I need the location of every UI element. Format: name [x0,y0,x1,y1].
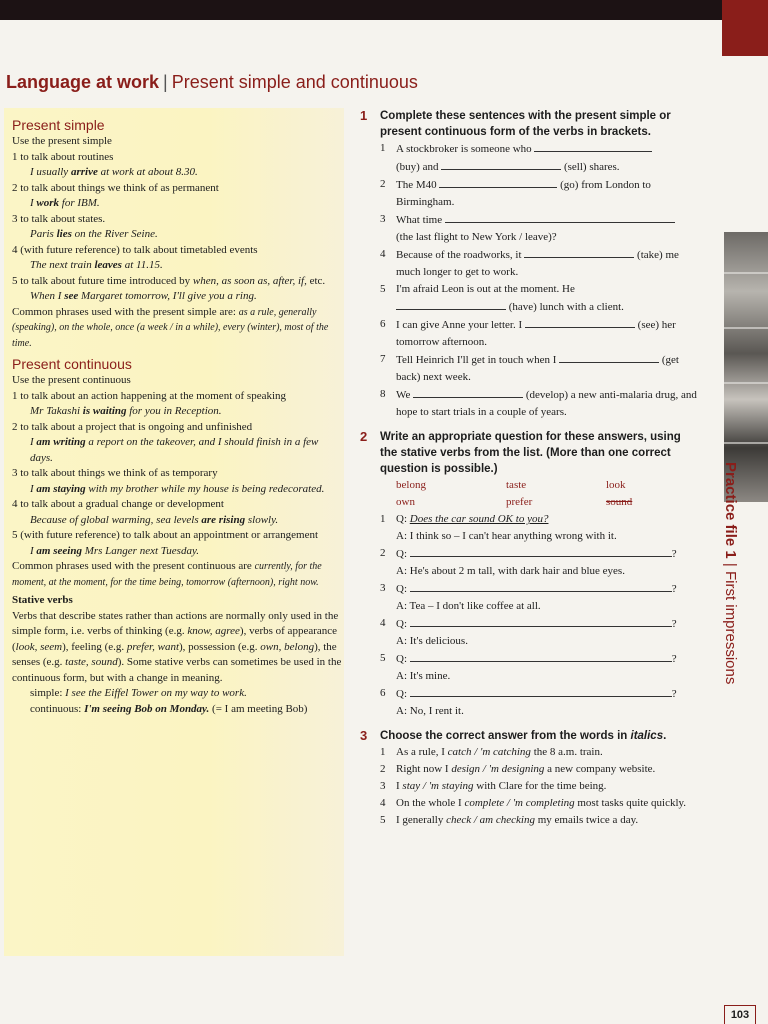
answer-blank[interactable] [410,545,672,557]
exercise-number: 2 [360,429,368,444]
corner-tab [722,0,768,56]
rule-item: 5 to talk about future time introduced by when, as soon as, after, if, etc. [12,274,326,287]
word-list [360,477,700,511]
rule-item: 4 to talk about a gradual change or development [12,498,224,510]
answer-blank[interactable] [524,246,634,258]
exercise-item: 2 The M40 (go) from London to Birmingham. [380,178,651,208]
exercise-number: 1 [360,108,368,123]
answer-blank[interactable] [410,650,672,662]
answer-blank[interactable] [413,386,523,398]
answer-blank[interactable] [410,685,672,697]
exercise-2-heading: 2 Write an appropriate question for these answers, using the stative verbs from the list. (More than one correct question is possible.) [360,429,681,475]
question-item: 3 Q: ? A: Tea – I don't like coffee at all. [380,582,677,612]
exercise-3-heading: 3 Choose the correct answer from the words in italics. [360,728,667,743]
question-item: 5 Q: ? A: It's mine. [380,652,677,682]
exercise-number: 3 [360,728,368,743]
common-phrases: Common phrases used with the present simple are: as a rule, generally (speaking), on the whole, once (a week / in a while), every (winter), most of the time. [12,305,329,349]
exercise-item: 3 What time (the last flight to New York / leave)? [360,211,700,246]
page-title [6,72,418,93]
exercise-item: 1 A stockbroker is someone who (buy) and (sell) shares. [360,140,700,176]
exercise-item: 5 I'm afraid Leon is out at the moment. He (have) lunch with a client. [380,283,624,313]
word-option: prefer [506,496,533,508]
example-answer: Does the car sound OK to you? [409,513,549,525]
example: The next train leaves at 11.15. [30,259,163,271]
page-number: 103 [724,1005,756,1024]
example: Mr Takashi is waiting for you in Reception. [30,405,222,417]
word-option-used: sound [606,496,633,508]
rule-item: 1 to talk about routines [12,150,114,163]
question-item: 4 Q: ? A: It's delicious. [380,617,677,647]
answer-blank[interactable] [559,351,659,363]
answer-choice[interactable]: design / 'm designing [451,763,545,775]
answer-blank[interactable] [441,158,561,170]
word-option: look [606,479,626,491]
word-option: own [396,496,415,508]
answer-blank[interactable] [439,176,557,188]
answer-choice[interactable]: complete / 'm completing [464,797,575,809]
answer-choice[interactable]: check / am checking [446,814,535,826]
rule-item: 1 to talk about an action happening at the moment of speaking [12,389,287,402]
answer-blank[interactable] [525,316,635,328]
example: simple: I see the Eiffel Tower on my way to work. [30,687,247,699]
example: I work for IBM. [30,197,100,209]
rule-item: 3 to talk about things we think of as temporary [12,467,218,479]
answer-choice[interactable]: catch / 'm catching [447,746,531,758]
topic-title: Present simple and continuous [171,72,418,92]
title-separator: | [163,72,168,92]
intro-text: Use the present simple [12,135,112,147]
rule-item: 2 to talk about things we think of as permanent [12,181,219,194]
example: Paris lies on the River Seine. [30,228,158,240]
common-phrases: Common phrases used with the present continuous are currently, for the moment, at the moment, for the time being, tomorrow (afternoon), right now. [12,560,322,588]
word-option: taste [506,479,527,491]
answer-blank[interactable] [396,298,506,310]
side-separator: | [722,562,739,567]
exercise-1-heading: 1 Complete these sentences with the present simple or present continuous form of the verbs in brackets. [360,108,671,138]
section-label: Language at work [6,72,160,92]
stative-verbs-text: Verbs that describe states rather than actions are normally only used in the simple form, i.e. verbs of thinking (e.g. know, agree), verbs of appearance (look, seem), feeling (e.g. prefer, want), possession (e.g. own, belong), the senses (e.g. taste, sound). Some stative verbs can sometimes be used in the continuous form, but with a change in meaning. [12,609,342,684]
answer-blank[interactable] [410,580,672,592]
question-item: 2 Q: ? A: He's about 2 m tall, with dark hair and blue eyes. [380,547,677,577]
example: When I see Margaret tomorrow, I'll give you a ring. [30,290,257,302]
rule-item: 3 to talk about states. [12,212,106,225]
exercise-item: 1 As a rule, I catch / 'm catching the 8 a.m. train. [380,746,603,758]
present-simple-heading: Present simple [12,117,105,133]
exercise-item: 6 I can give Anne your letter. I (see) her tomorrow afternoon. [380,318,676,348]
exercise-item: 7 Tell Heinrich I'll get in touch when I (get back) next week. [380,353,679,383]
example: I usually arrive at work at about 8.30. [30,166,198,178]
answer-choice[interactable]: stay / 'm staying [402,780,474,792]
exercise-item: 4 Because of the roadworks, it (take) me much longer to get to work. [380,248,679,278]
example: Because of global warming, sea levels are rising slowly. [30,513,279,526]
question-item: 6 Q: ? A: No, I rent it. [380,687,677,717]
intro-text: Use the present continuous [12,374,131,386]
exercises-column [360,108,700,829]
side-tab [724,462,754,752]
answer-blank[interactable] [445,211,675,223]
example: I am writing a report on the takeover, and I should finish in a few days. [30,436,319,464]
example: I am seeing Mrs Langer next Tuesday. [30,544,199,557]
question-item: 1 Q: Does the car sound OK to you? A: I think so – I can't hear anything wrong with it. [380,513,617,542]
word-option: belong [396,479,426,491]
top-bar [0,0,768,20]
present-continuous-heading: Present continuous [12,356,132,372]
answer-blank[interactable] [410,615,672,627]
exercise-item: 4 On the whole I complete / 'm completing most tasks quite quickly. [380,797,687,809]
exercise-item: 8 We (develop) a new anti-malaria drug, and hope to start trials in a couple of years. [380,388,697,418]
practice-file-label: Practice file 1 [722,462,739,559]
example: continuous: I'm seeing Bob on Monday. (= I am meeting Bob) [30,702,308,715]
unit-title: First impressions [722,570,739,685]
exercise-item: 5 I generally check / am checking my emails twice a day. [380,814,639,826]
exercise-item: 2 Right now I design / 'm designing a new company website. [380,763,656,775]
example: I am staying with my brother while my house is being redecorated. [30,482,325,495]
grammar-reference-panel [4,108,344,956]
rule-item: 2 to talk about a project that is ongoing and unfinished [12,420,253,433]
stative-verbs-heading: Stative verbs [12,594,73,606]
rule-item: 5 (with future reference) to talk about an appointment or arrangement [12,529,319,541]
side-tab-label [722,462,739,684]
exercise-item: 3 I stay / 'm staying with Clare for the time being. [380,780,607,792]
rule-item: 4 (with future reference) to talk about timetabled events [12,243,258,256]
answer-blank[interactable] [534,140,652,152]
